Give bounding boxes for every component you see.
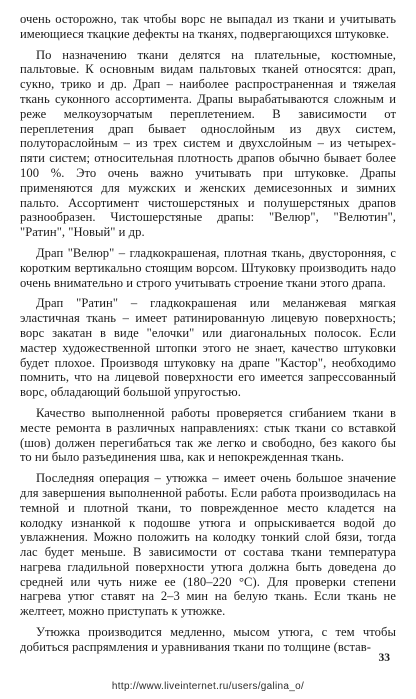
source-watermark: http://www.liveinternet.ru/users/galina_o/ [111, 681, 305, 692]
paragraph-6: Последняя операция – утюжка – имеет очень большое значение для завершения выполненной работы. Если работа производилась на темной и плотной ткани, то поврежденное место кладется на колодку изнанкой к подошве утюга и опрыскивается водой до увлажнения. Можно положить на колодку тонкий слой бязи, тогда лас будет меньше. В зависимости от состава ткани температура нагрева гладильной поверхности утюга должна быть доведена до средней или чуть ниже ее (180–220 °C). Для проверки степени нагрева утюг ставят на 2–3 мин на белую ткань. Если ткань не желтеет, можно приступать к утюжке. [20, 471, 396, 619]
paragraph-4: Драп "Ратин" – гладкокрашеная или меланжевая мягкая эластичная ткань – имеет ратинированную лицевую поверхность; ворс закатан в виде "елочки" или диагональных полосок. Если мастер художественной штопки этого не знает, качество штуковки будет плохое. Производя штуковку на драпе "Кастор", необходимо помнить, что на лицевой поверхности его имеется запрессованный ворс, обладающий большой упругостью. [20, 296, 396, 400]
paragraph-5: Качество выполненной работы проверяется сгибанием ткани в месте ремонта в различных направлениях: стык ткани со вставкой (шов) должен перегибаться так же легко и свободно, без какого бы то ни было разъединения шва, как и непокрежденная ткань. [20, 405, 396, 465]
book-page [20, 12, 396, 672]
paragraph-3: Драп "Велюр" – гладкокрашеная, плотная ткань, двусторонняя, с коротким вертикально стоящим ворсом. Штуковку производить надо очень внимательно и строго учитывать строение ткани этого драпа. [20, 245, 396, 290]
paragraph-2: По назначению ткани делятся на плательные, костюмные, пальтовые. К основным видам пальтовых тканей относятся: драп, сукно, трико и др. Драп – наиболее распространенная и тяжелая ткань суконного ассортимента. Драпы вырабатываются сложным и реже мелкоузорчатым переплетением. В зависимости от переплетения драп бывает однослойным из двух систем, полуторaслойным – из трех систем и двухслойным – из четырех-пяти систем; относительная плотность драпов обычно бывает более 100 %. Это очень важно учитывать при штуковке. Драпы применяются для мужских и женских демисезонных и зимних пальто. Ассортимент чистошерстяных и полушерстяных драпов разнообразен. Чистошерстяные драпы: "Велюр", "Велютин", "Ратин", "Новый" и др. [20, 47, 396, 240]
page-number: 33 [378, 652, 390, 664]
paragraph-1: очень осторожно, так чтобы ворс не выпадал из ткани и учитывать имеющиеся ткацкие дефекты на тканях, подвергающихся штуковке. [20, 12, 396, 41]
paragraph-7: Утюжка производится медленно, мысом утюга, с тем чтобы добиться распрямления и уравнивания ткани по толщине (встав- [20, 625, 396, 654]
